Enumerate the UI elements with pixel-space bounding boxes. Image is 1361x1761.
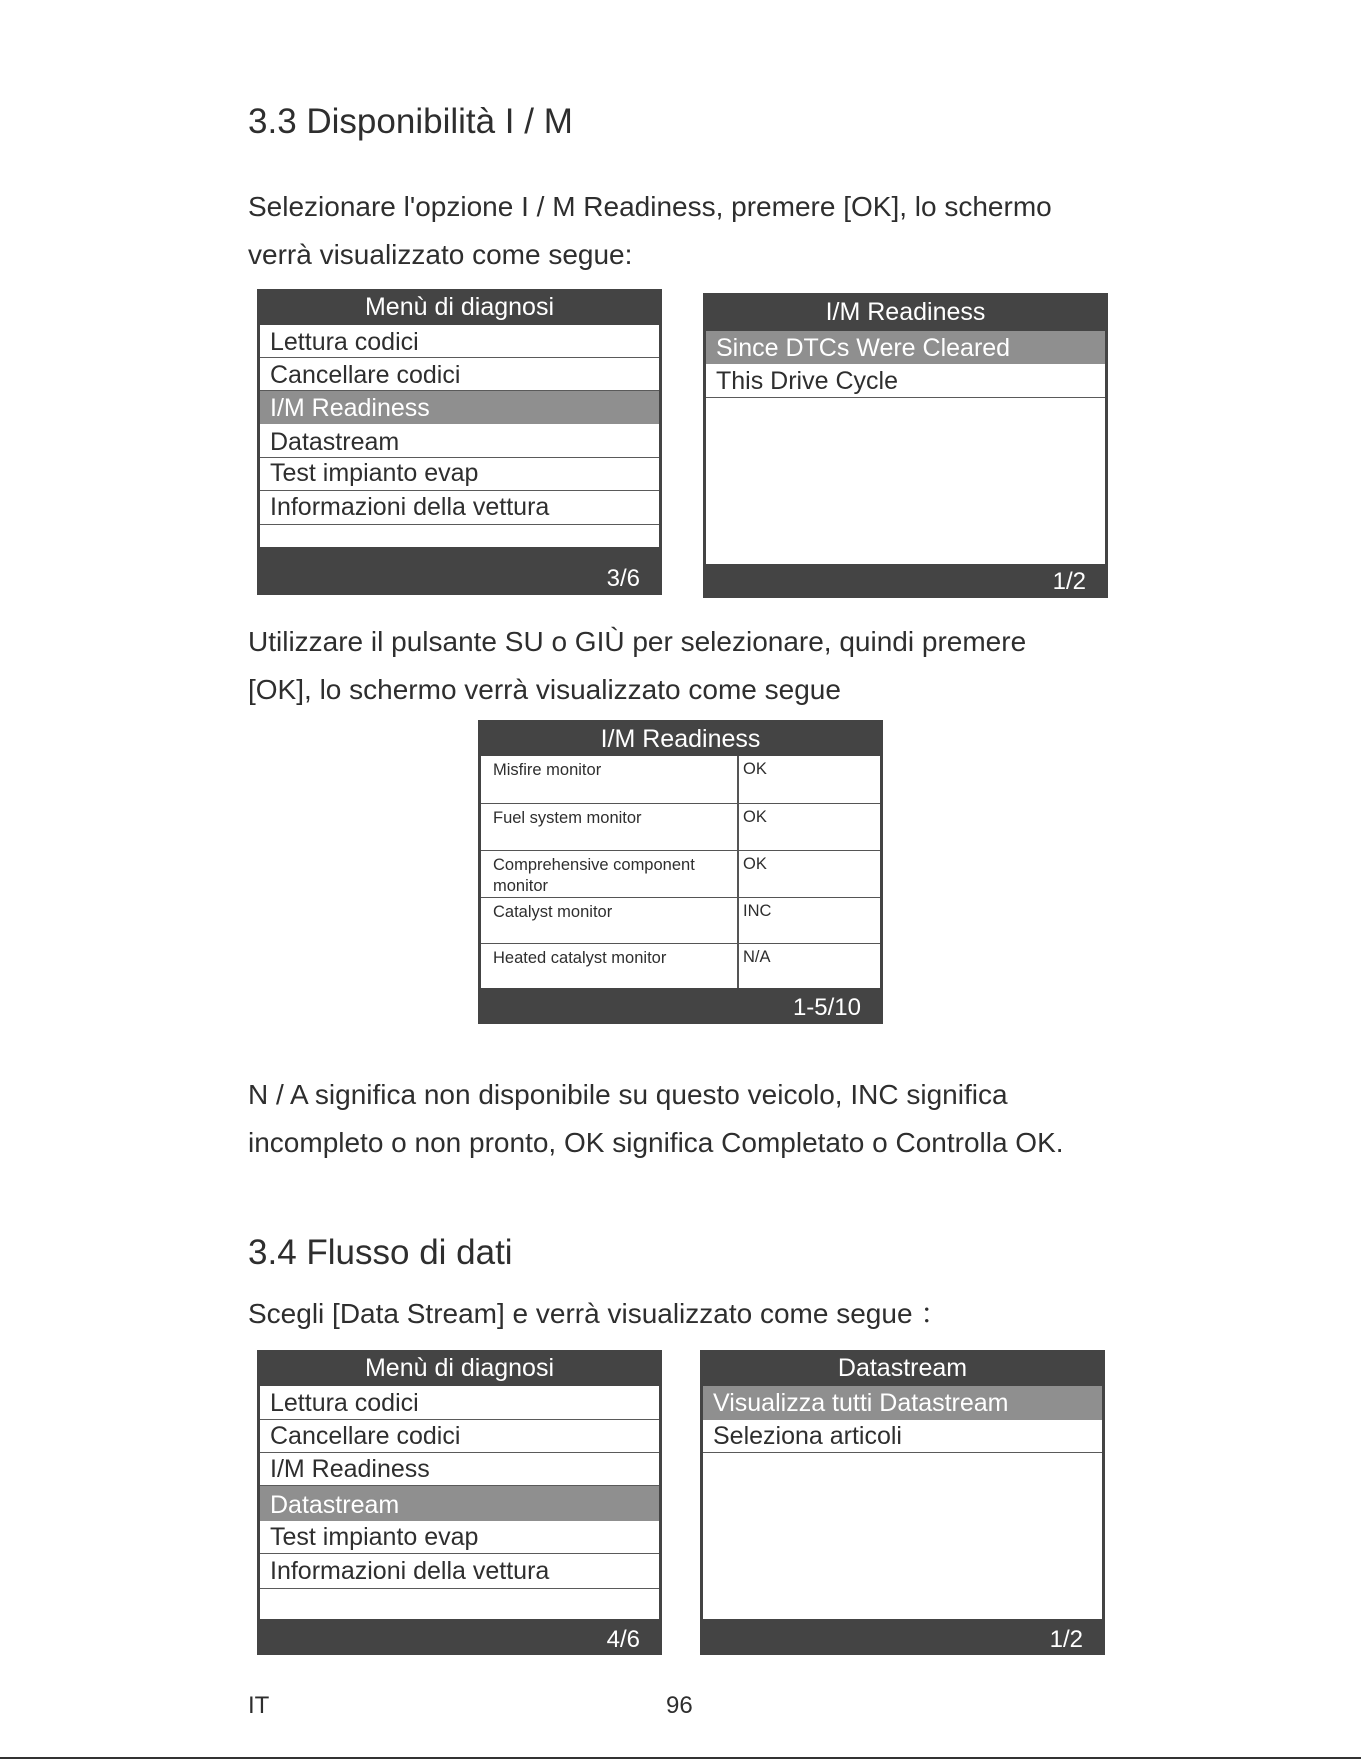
menu-item-cancellare-codici[interactable]: Cancellare codici (260, 1420, 659, 1453)
monitor-status: INC (743, 902, 772, 920)
monitor-status: OK (743, 855, 767, 873)
menu-item-cancellare-codici[interactable]: Cancellare codici (260, 358, 659, 391)
monitor-status: OK (743, 760, 767, 778)
menu-item-datastream-selected[interactable]: Datastream (260, 1486, 659, 1521)
paragraph-line: incompleto o non pronto, OK significa Completato o Controlla OK. (248, 1127, 1064, 1158)
page-indicator: 1/2 (1052, 568, 1086, 595)
im-readiness-screen (703, 293, 1108, 598)
menu-item-test-evap[interactable]: Test impianto evap (260, 458, 659, 491)
menu-item-info-vettura[interactable]: Informazioni della vettura (260, 1554, 659, 1589)
diagnostic-menu-screen-2 (257, 1350, 662, 1655)
table-row (481, 804, 880, 851)
menu-item-datastream[interactable]: Datastream (260, 424, 659, 458)
intro-paragraph-im (248, 183, 1052, 279)
menu-item-this-drive-cycle[interactable]: This Drive Cycle (706, 364, 1105, 398)
footer-page-number: 96 (666, 1692, 693, 1719)
menu-item-visualizza-tutti-selected[interactable]: Visualizza tutti Datastream (703, 1386, 1102, 1420)
menu-item-test-evap[interactable]: Test impianto evap (260, 1521, 659, 1554)
readiness-table (481, 756, 880, 988)
submenu-list (706, 331, 1105, 564)
menu-item-im-readiness-selected[interactable]: I/M Readiness (260, 391, 659, 424)
page-bottom-rule (0, 1757, 1361, 1759)
monitor-name: Catalyst monitor (493, 903, 613, 921)
section-heading-im-readiness: 3.3 Disponibilità I / M (248, 102, 573, 141)
screen-title: Menù di diagnosi (364, 293, 554, 321)
datastream-screen (700, 1350, 1105, 1655)
menu-item-empty (260, 525, 659, 547)
table-row (481, 851, 880, 898)
legend-paragraph (248, 1071, 1064, 1167)
table-row (481, 944, 880, 988)
table-row (481, 756, 880, 804)
footer-language: IT (248, 1692, 270, 1719)
menu-item-lettura-codici[interactable]: Lettura codici (260, 1386, 659, 1420)
menu-list (260, 325, 659, 547)
page-indicator: 4/6 (606, 1626, 640, 1653)
monitor-name: Fuel system monitor (493, 809, 642, 827)
page-indicator: 1-5/10 (792, 994, 861, 1021)
menu-item-empty (260, 1589, 659, 1617)
monitor-name: Misfire monitor (493, 761, 602, 779)
menu-item-lettura-codici[interactable]: Lettura codici (260, 325, 659, 358)
section-heading-data-stream: 3.4 Flusso di dati (248, 1233, 513, 1272)
submenu-list (703, 1386, 1102, 1619)
menu-list (260, 1386, 659, 1619)
paragraph-line: Utilizzare il pulsante SU o GIÙ per selezionare, quindi premere (248, 626, 1027, 657)
paragraph-line: [OK], lo schermo verrà visualizzato come segue (248, 674, 841, 705)
monitor-name: Comprehensive component monitor (493, 856, 695, 895)
instruction-paragraph (248, 618, 1026, 714)
menu-item-since-dtcs-cleared-selected[interactable]: Since DTCs Were Cleared (706, 331, 1105, 364)
page-indicator: 1/2 (1049, 1626, 1083, 1653)
paragraph-line: Selezionare l'opzione I / M Readiness, premere [OK], lo schermo (248, 191, 1052, 222)
table-row (481, 898, 880, 944)
im-readiness-table-screen (478, 720, 883, 1024)
paragraph-line: N / A significa non disponibile su questo veicolo, INC significa (248, 1079, 1008, 1110)
screen-title: I/M Readiness (600, 725, 761, 753)
screen-title: Datastream (837, 1354, 968, 1382)
menu-item-seleziona-articoli[interactable]: Seleziona articoli (703, 1420, 1102, 1453)
paragraph-line: verrà visualizzato come segue: (248, 239, 633, 270)
diagnostic-menu-screen-1 (257, 289, 662, 595)
menu-item-im-readiness[interactable]: I/M Readiness (260, 1453, 659, 1486)
intro-paragraph-datastream: Scegli [Data Stream] e verrà visualizzato come segue ： (248, 1298, 949, 1329)
monitor-status: N/A (743, 948, 771, 966)
monitor-name: Heated catalyst monitor (493, 949, 667, 967)
screen-title: Menù di diagnosi (364, 1354, 554, 1382)
menu-item-info-vettura[interactable]: Informazioni della vettura (260, 491, 659, 525)
monitor-status: OK (743, 808, 767, 826)
page-indicator: 3/6 (606, 565, 640, 592)
screen-title: I/M Readiness (825, 298, 986, 326)
